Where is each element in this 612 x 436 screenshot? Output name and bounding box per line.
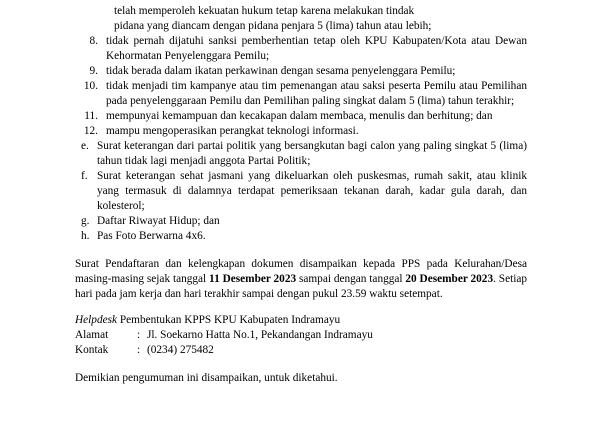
- numbered-item-10: [75, 79, 527, 109]
- document-body: [75, 4, 527, 386]
- closing-paragraph-part1: Surat Pendaftaran dan kelengkapan dokumen disampaikan kepada PPS pada Kelurahan/Desa masing-masing sejak tanggal: [75, 258, 527, 286]
- helpdesk-address-colon: :: [137, 329, 141, 342]
- numbered-item-12-number: 12.: [83, 125, 98, 138]
- numbered-item-12-text: mampu mengoperasikan perangkat teknologi informasi.: [106, 125, 359, 138]
- lettered-item-g-letter: g.: [81, 215, 90, 228]
- helpdesk-title: [75, 313, 527, 328]
- closing-paragraph: [75, 257, 527, 302]
- numbered-item-8-number: 8.: [89, 35, 98, 48]
- numbered-item-12: [75, 124, 527, 139]
- helpdesk-contact-value: (0234) 275482: [147, 344, 214, 357]
- lettered-item-e-text: Surat keterangan dari partai politik yang bersangkutan bagi calon yang paling singkat 5 (lima) tahun tidak lagi menjadi anggota Partai Politik;: [97, 140, 527, 168]
- numbered-item-9-number: 9.: [89, 65, 98, 78]
- lettered-item-e-letter: e.: [81, 140, 89, 153]
- helpdesk-title-rest: Pembentukan KPPS KPU Kabupaten Indramayu: [117, 314, 341, 327]
- numbered-item-8-text: tidak pernah dijatuhi sanksi pemberhentian tetap oleh KPU Kabupaten/Kota atau Dewan Kehormatan Penyelenggara Pemilu;: [106, 35, 527, 63]
- numbered-item-10-number: 10.: [83, 80, 98, 93]
- closing-paragraph-part2: sampai dengan tanggal: [296, 273, 406, 286]
- numbered-item-8: [75, 34, 527, 64]
- numbered-item-11-text: mempunyai kemampuan dan kecakapan dalam membaca, menulis dan berhitung; dan: [106, 110, 493, 123]
- continuation-line-2: pidana yang diancam dengan pidana penjara 5 (lima) tahun atau lebih;: [114, 20, 432, 33]
- registration-end-date: 20 Desember 2023: [405, 273, 494, 286]
- final-paragraph: Demikian pengumuman ini disampaikan, untuk diketahui.: [75, 372, 338, 385]
- numbered-item-9: [75, 64, 527, 79]
- lettered-item-h: [75, 229, 527, 244]
- numbered-item-10-text: tidak menjadi tim kampanye atau tim pemenangan atau saksi peserta Pemilu atau Pemilihan pada penyelenggaraan Pemilu dan Pemilihan paling singkat dalam 5 (lima) tahun terakhir;: [106, 80, 527, 108]
- helpdesk-contact-row: [75, 343, 527, 358]
- spacer: [75, 302, 527, 313]
- lettered-item-h-text: Pas Foto Berwarna 4x6.: [97, 230, 206, 243]
- lettered-item-f-letter: f.: [81, 170, 88, 183]
- spacer: [75, 358, 527, 371]
- lettered-item-f: [75, 169, 527, 214]
- numbered-item-11-number: 11.: [84, 110, 98, 123]
- numbered-item-9-text: tidak berada dalam ikatan perkawinan dengan sesama penyelenggara Pemilu;: [106, 65, 456, 78]
- lettered-item-g: [75, 214, 527, 229]
- helpdesk-address-label: Alamat: [75, 329, 109, 342]
- helpdesk-contact-colon: :: [137, 344, 141, 357]
- helpdesk-address-value: Jl. Soekarno Hatta No.1, Pekandangan Indramayu: [147, 329, 373, 342]
- spacer: [75, 244, 527, 257]
- helpdesk-title-italic: Helpdesk: [75, 314, 118, 327]
- closing-paragraph-part3: . Setiap hari pada jam kerja dan hari terakhir sampai dengan pukul 23.59 waktu setempat.: [75, 273, 528, 301]
- lettered-item-h-letter: h.: [81, 230, 90, 243]
- continuation-line-1: telah memperoleh kekuatan hukum tetap karena melakukan tindak: [114, 5, 415, 17]
- numbered-item-11: [75, 109, 527, 124]
- helpdesk-address-row: [75, 328, 527, 343]
- registration-start-date: 11 Desember 2023: [209, 273, 297, 286]
- lettered-item-e: [75, 139, 527, 169]
- lettered-item-f-text: Surat keterangan sehat jasmani yang dikeluarkan oleh puskesmas, rumah sakit, atau klinik yang termasuk di dalamnya terdapat pemeriksaan tekanan darah, kadar gula darah, dan kolesterol;: [97, 170, 527, 213]
- helpdesk-contact-label: Kontak: [75, 344, 109, 357]
- lettered-item-g-text: Daftar Riwayat Hidup; dan: [97, 215, 220, 228]
